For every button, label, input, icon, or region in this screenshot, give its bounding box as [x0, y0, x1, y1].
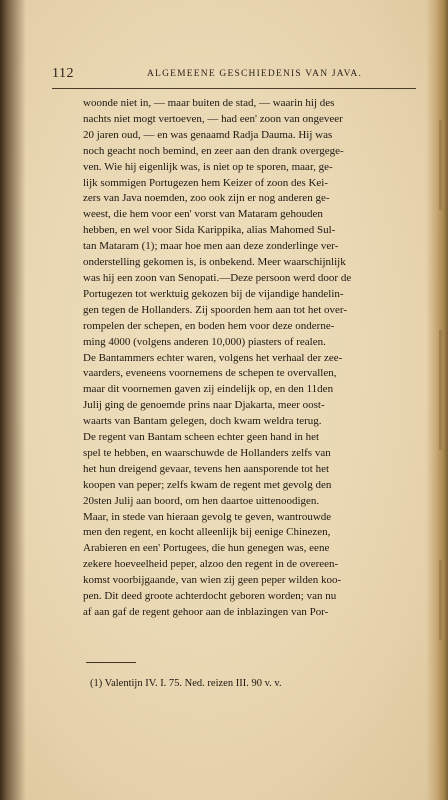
header-rule: [52, 88, 416, 89]
text-line: nachts niet mogt vertoeven, — had een' zoon van ongeveer: [83, 112, 343, 125]
text-line: De Bantammers echter waren, volgens het verhaal der zee-: [83, 351, 343, 364]
text-line: men den regent, en kocht alleenlijk bij eenige Chinezen,: [83, 526, 331, 539]
text-line: ven. Wie hij eigenlijk was, is niet op te sporen, maar, ge-: [83, 160, 333, 173]
text-line: Julij ging de genoemde prins naar Djakarta, meer oost-: [83, 399, 325, 412]
text-line: Portugezen tot werktuig gekozen bij de vijandige handelin-: [83, 287, 344, 300]
footnote-rule: [86, 662, 136, 663]
footnote: (1) Valentijn IV. I. 75. Ned. reizen III. 90 v. v.: [90, 678, 282, 689]
text-line: lijk sommigen Portugezen hem Keizer of zoon des Kei-: [83, 176, 328, 189]
text-line: hebben, en wel voor Sida Karippika, alias Mahomed Sul-: [83, 224, 336, 237]
running-head: [52, 68, 412, 84]
text-line: 20 jaren oud, — en was genaamd Radja Dauma. Hij was: [83, 128, 333, 141]
text-line: gen tegen de Hollanders. Zij spoorden hem aan tot het over-: [83, 303, 347, 316]
text-line: komst voorbijgaande, van wien zij geen peper wilden koo-: [83, 574, 342, 587]
text-line: koopen van peper; zelfs kwam de regent met gevolg den: [83, 478, 332, 491]
page-number: 112: [52, 66, 74, 81]
text-line: onderstelling gekomen is, is onbekend. Meer waarschijnlijk: [83, 256, 346, 269]
page-edge: [426, 0, 448, 800]
text-line: 20sten Julij aan boord, om hen daartoe uittenoodigen.: [83, 494, 320, 507]
text-line: pen. Dit deed groote achterdocht geboren worden; van nu: [83, 590, 337, 603]
text-line: weest, die hem voor een' vorst van Mataram gehouden: [83, 208, 323, 221]
text-line: woonde niet in, — maar buiten de stad, — waarin hij des: [83, 97, 335, 109]
text-line: tan Mataram (1); maar hoe men aan deze zonderlinge ver-: [83, 240, 339, 253]
binding-shadow: [0, 0, 26, 800]
text-line: maar dit voornemen gaven zij eindelijk op, en den 11den: [83, 383, 334, 396]
text-line: noch geacht noch bemind, en zeer aan den drank overgege-: [83, 144, 344, 157]
text-line: het hun dreigend gevaar, tevens hen aansporende tot het: [83, 462, 330, 475]
body-text: [83, 96, 428, 621]
text-line: Arabieren en een' Portugees, die hun genegen was, eene: [83, 542, 330, 555]
text-line: vaarders, eveneens voornemens de schepen te overvallen,: [83, 367, 337, 380]
text-line: af aan gaf de regent gehoor aan de inblazingen van Por-: [83, 606, 329, 618]
text-line: zers van Java noemden, zoo ook zijn er nog anderen ge-: [83, 192, 330, 205]
text-line: rompelen der schepen, en boden hem voor deze onderne-: [83, 319, 335, 332]
text-line: Maar, in stede van hieraan gevolg te geven, wantrouwde: [83, 510, 332, 523]
text-line: was hij een zoon van Senopati.—Deze persoon werd door de: [83, 271, 352, 284]
text-line: zekere hoeveelheid peper, alzoo den regent in de overeen-: [83, 558, 339, 571]
text-line: ming 4000 (volgens anderen 10,000) piasters of realen.: [83, 335, 326, 348]
running-head-title: ALGEMEENE GESCHIEDENIS VAN JAVA.: [147, 69, 363, 79]
text-line: waarts van Bantam gelegen, doch kwam weldra terug.: [83, 415, 322, 428]
text-line: spel te hebben, en waarschuwde de Hollanders zelfs van: [83, 446, 331, 459]
text-line: De regent van Bantam scheen echter geen hand in het: [83, 431, 320, 444]
